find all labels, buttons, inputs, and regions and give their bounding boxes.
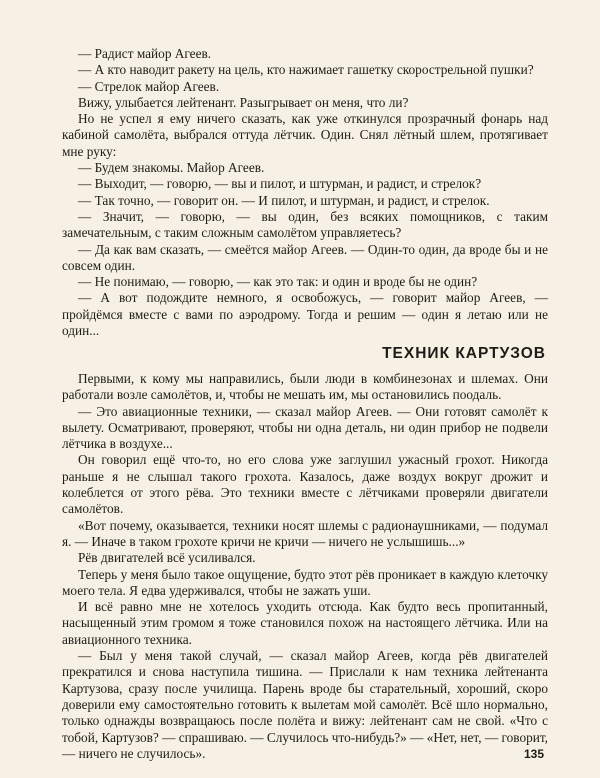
paragraph: — Это авиационные техники, — сказал майор Агеев. — Они готовят самолёт к вылету. Осматривают, проверяют, чтобы ни одна деталь, ни один прибор не подвели лётчика в воздухе... <box>62 403 548 452</box>
paragraph: — Выходит, — говорю, — вы и пилот, и штурман, и радист, и стрелок? <box>78 176 482 192</box>
paragraph: — Будем знакомы. Майор Агеев. <box>78 160 265 176</box>
paragraph: — Не понимаю, — говорю, — как это так: и один и вроде бы не один? <box>78 274 478 290</box>
paragraph: — Радист майор Агеев. <box>78 46 212 61</box>
paragraph: Первыми, к кому мы направились, были люди в комбинезонах и шлемах. Они работали возле самолётов, и, чтобы не мешать им, мы остановились поодаль. <box>62 371 548 403</box>
page-number: 135 <box>523 747 544 761</box>
paragraph: — Значит, — говорю, — вы один, без всяких помощников, с таким замечательным, с таким сложным самолётом управляетесь? <box>62 208 548 241</box>
paragraph: И всё равно мне не хотелось уходить отсюда. Как будто весь пропитанный, насыщенный этим громом я тоже становился похож на настоящего лётчика. Или на авиационного техника. <box>62 599 548 647</box>
paragraph: «Вот почему, оказывается, техники носят шлемы с радионаушниками, — подумал я. — Иначе в таком грохоте кричи не кричи — ничего не услышишь...» <box>62 517 548 549</box>
bottom-text-block <box>62 371 548 762</box>
paragraph: — А кто наводит ракету на цель, кто нажимает гашетку скорострельной пушки? <box>78 62 534 78</box>
paragraph: Но не успел я ему ничего сказать, как уже откинулся прозрачный фонарь над кабиной самолёта, выбрался оттуда лётчик. Один. Снял лётный шлем, протягивает мне руку: <box>62 111 548 159</box>
paragraph: Вижу, улыбается лейтенант. Разыгрывает он меня, что ли? <box>78 94 409 110</box>
paragraph: — Стрелок майор Агеев. <box>78 78 220 94</box>
paragraph: Теперь у меня было такое ощущение, будто этот рёв проникает в каждую клеточку моего тела. Я едва удерживался, чтобы не зажать уши. <box>62 566 548 598</box>
paragraph: — Был у меня такой случай, — сказал майор Агеев, когда рёв двигателей прекратился и снова наступила тишина. — Прислали к нам техника лейтенанта Картузова, сразу после училища. Парень вроде бы старательный, хороший, скоро доверили ему самостоятельно готовить к вылетам мой самолёт. Всё шло нормально, только однажды возвращаюсь после полёта и вижу: лейтенант сам не свой. «Что с тобой, Картузов? — спрашиваю. — Случилось что-нибудь?» — «Нет, нет, — говорит, — ничего не случилось». <box>62 648 548 761</box>
paragraph: Он говорил ещё что-то, но его слова уже заглушил ужасный грохот. Никогда раньше я не слышал такого грохота. Казалось, даже воздух вокруг дрожит и колеблется от этого рёва. Это техники вместе с лётчиками проверяли двигатели самолётов. <box>62 452 548 517</box>
section-title: ТЕХНИК КАРТУЗОВ <box>382 345 546 362</box>
top-text-block <box>62 46 548 339</box>
paragraph: Рёв двигателей всё усиливался. <box>78 550 256 566</box>
paragraph: — А вот подождите немного, я освобожусь, — говорит майор Агеев, — пройдёмся вместе с вами по аэродрому. Тогда и решим — один я летаю или не один... <box>62 290 548 339</box>
paragraph: — Так точно, — говорит он. — И пилот, и штурман, и радист, и стрелок. <box>78 192 490 208</box>
paragraph: — Да как вам сказать, — смеётся майор Агеев. — Один-то один, да вроде бы и не совсем один. <box>62 241 548 273</box>
